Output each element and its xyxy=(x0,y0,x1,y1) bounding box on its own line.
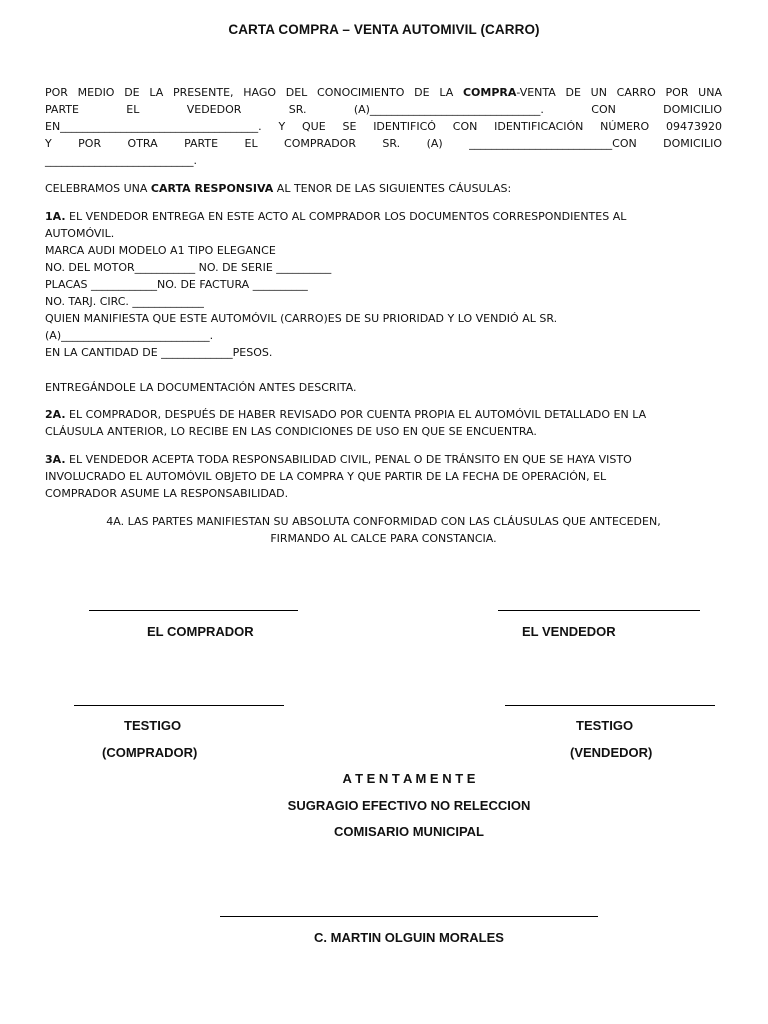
intro-text-a: POR MEDIO DE LA PRESENTE, HAGO DEL CONOCIMIENTO DE LA xyxy=(45,86,463,99)
intro-text-bold: COMPRA xyxy=(462,86,517,99)
clause-2-number: 2A. xyxy=(45,408,66,421)
clause-4-line-2: FIRMANDO AL CALCE PARA CONSTANCIA. xyxy=(270,532,497,545)
vendedor-label: EL VENDEDOR xyxy=(522,624,616,639)
comprador-signature-line xyxy=(89,610,298,611)
tarjeta-circulacion-line: NO. TARJ. CIRC. _____________ xyxy=(45,295,204,308)
clause-2-line-1 xyxy=(45,406,722,423)
intro-line-1 xyxy=(45,84,722,101)
comisario-signature-line xyxy=(220,916,598,917)
testigo-left-role: (COMPRADOR) xyxy=(102,745,198,760)
clause-4-line-1: 4A. LAS PARTES MANIFIESTAN SU ABSOLUTA CONFORMIDAD CON LAS CLÁUSULAS QUE ANTECEDEN, xyxy=(106,515,661,528)
clause-4 xyxy=(45,513,722,547)
comisario-name: C. MARTIN OLGUIN MORALES xyxy=(314,930,504,945)
clause-1 xyxy=(45,208,722,361)
car-brand-line: MARCA AUDI MODELO A1 TIPO ELEGANCE xyxy=(45,244,276,257)
atentamente-label: A T E N T A M E N T E xyxy=(342,771,476,786)
testigo-right-role: (VENDEDOR) xyxy=(570,745,653,760)
clause-1-number: 1A. xyxy=(45,210,66,223)
clause-3-line-1 xyxy=(45,451,722,468)
testigo-vendedor-signature-line xyxy=(505,705,715,706)
propiedad-line: QUIEN MANIFIESTA QUE ESTE AUTOMÓVIL (CARRO)ES DE SU PRIORIDAD Y LO VENDIÓ AL SR. xyxy=(45,312,558,325)
intro-paragraph xyxy=(45,84,722,169)
clause-3-line-2: INVOLUCRADO EL AUTOMÓVIL OBJETO DE LA COMPRA Y QUE PARTIR DE LA FECHA DE OPERACIÓN, EL xyxy=(45,470,607,483)
intro-text-c: -VENTA DE UN CARRO POR UNA xyxy=(516,86,722,99)
celebramos-text-bold: CARTA RESPONSIVA xyxy=(150,182,274,195)
celebramos-text-c: AL TENOR DE LAS SIGUIENTES CÁUSULAS: xyxy=(273,182,512,195)
cantidad-line: EN LA CANTIDAD DE _____________PESOS. xyxy=(45,346,273,359)
celebramos-line xyxy=(45,180,722,197)
clause-3-text: EL VENDEDOR ACEPTA TODA RESPONSABILIDAD CIVIL, PENAL O DE TRÁNSITO EN QUE SE HAYA VISTO xyxy=(65,453,632,466)
testigo-right-label: TESTIGO xyxy=(576,718,634,733)
clause-1-text: EL VENDEDOR ENTREGA EN ESTE ACTO AL COMPRADOR LOS DOCUMENTOS CORRESPONDIENTES AL xyxy=(65,210,627,223)
motor-serie-line: NO. DEL MOTOR___________ NO. DE SERIE __________ xyxy=(45,261,332,274)
clause-1-line-1 xyxy=(45,208,722,225)
placas-factura-line: PLACAS ____________NO. DE FACTURA __________ xyxy=(45,278,308,291)
clause-1-line-2: AUTOMÓVIL. xyxy=(45,227,115,240)
clause-2-line-2: CLÁUSULA ANTERIOR, LO RECIBE EN LAS CONDICIONES DE USO EN QUE SE ENCUENTRA. xyxy=(45,425,537,438)
intro-line-5: ___________________________. xyxy=(45,154,197,167)
intro-line-3: EN____________________________________. Y QUE SE IDENTIFICÓ CON IDENTIFICACIÓN NÚMERO 09473920 xyxy=(45,120,722,133)
celebramos-text-a: CELEBRAMOS UNA xyxy=(45,182,151,195)
comisario-label: COMISARIO MUNICIPAL xyxy=(334,824,484,839)
clause-3 xyxy=(45,451,722,502)
testigo-comprador-signature-line xyxy=(74,705,284,706)
document-title: CARTA COMPRA – VENTA AUTOMIVIL (CARRO) xyxy=(228,22,540,37)
vendedor-signature-line xyxy=(498,610,700,611)
intro-line-2: PARTE EL VEDEDOR SR. (A)_______________________________. CON DOMICILIO xyxy=(45,103,722,116)
entregandole-line: ENTREGÁNDOLE LA DOCUMENTACIÓN ANTES DESCRITA. xyxy=(45,381,357,394)
clause-2 xyxy=(45,406,722,440)
sufragio-label: SUGRAGIO EFECTIVO NO RELECCION xyxy=(287,798,531,813)
comprador-name-line: (A)___________________________. xyxy=(45,329,214,342)
clause-3-line-3: COMPRADOR ASUME LA RESPONSABILIDAD. xyxy=(45,487,289,500)
comprador-label: EL COMPRADOR xyxy=(147,624,254,639)
clause-2-text: EL COMPRADOR, DESPUÉS DE HABER REVISADO POR CUENTA PROPIA EL AUTOMÓVIL DETALLADO EN LA xyxy=(65,408,647,421)
testigo-left-label: TESTIGO xyxy=(124,718,182,733)
intro-line-4: Y POR OTRA PARTE EL COMPRADOR SR. (A) __________________________CON DOMICILIO xyxy=(45,137,722,150)
clause-3-number: 3A. xyxy=(45,453,66,466)
